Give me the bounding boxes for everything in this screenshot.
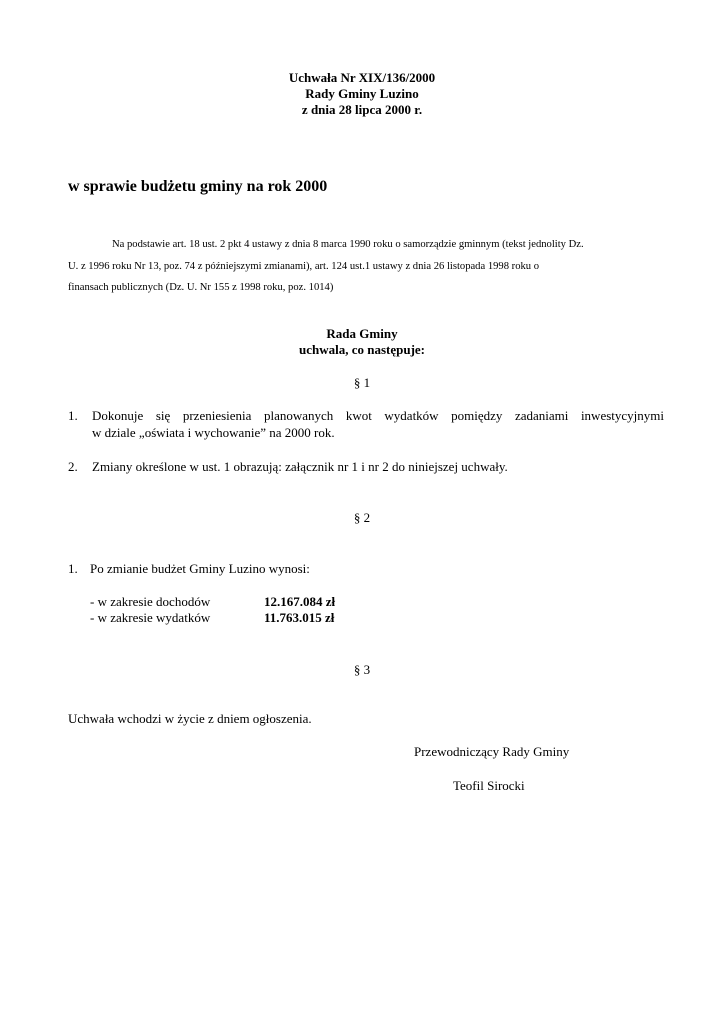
list-item xyxy=(68,560,668,578)
legal-basis-line: U. z 1996 roku Nr 13, poz. 74 z późniejszymi zmianami), art. 124 ust.1 ustawy z dnia 26 listopada 1998 roku o xyxy=(68,260,540,272)
entry-into-force: Uchwała wchodzi w życie z dniem ogłoszenia. xyxy=(68,711,312,726)
resolution-subject: w sprawie budżetu gminy na rok 2000 xyxy=(68,178,328,195)
council-resolves: uchwala, co następuje: xyxy=(298,342,426,357)
section-2-symbol: § 2 xyxy=(353,510,371,525)
council-name: Rady Gminy Luzino xyxy=(305,86,419,101)
signature-title: Przewodniczący Rady Gminy xyxy=(414,744,570,759)
list-item-text: Dokonuje się przeniesienia planowanych kwot wydatków pomiędzy zadaniami inwestycyjnymi w dziale „oświata i wychowanie” na 2000 rok. xyxy=(92,408,664,440)
section-1-symbol: § 1 xyxy=(353,375,371,390)
expenses-value: 11.763.015 zł xyxy=(264,610,335,625)
legal-basis-line: finansach publicznych (Dz. U. Nr 155 z 1998 roku, poz. 1014) xyxy=(68,282,334,293)
legal-basis xyxy=(68,234,656,299)
section-3-symbol: § 3 xyxy=(353,662,371,677)
legal-basis-line: Na podstawie art. 18 ust. 2 pkt 4 ustawy z dnia 8 marca 1990 roku o samorządzie gminnym (tekst jednolity Dz. xyxy=(112,239,584,250)
list-item-text: Zmiany określone w ust. 1 obrazują: załącznik nr 1 i nr 2 do niniejszej uchwały. xyxy=(92,459,508,474)
resolution-number: Uchwała Nr XIX/136/2000 xyxy=(288,70,436,85)
list-item xyxy=(68,458,668,476)
signature-name: Teofil Sirocki xyxy=(453,778,525,793)
income-value: 12.167.084 zł xyxy=(264,594,336,609)
council-heading: Rada Gminy xyxy=(326,326,398,341)
list-item-text: Po zmianie budżet Gminy Luzino wynosi: xyxy=(90,561,310,576)
resolution-date: z dnia 28 lipca 2000 r. xyxy=(301,102,423,117)
list-item-number: 1. xyxy=(68,408,78,423)
income-label: - w zakresie dochodów xyxy=(90,594,211,609)
list-item xyxy=(68,407,668,443)
expenses-label: - w zakresie wydatków xyxy=(90,610,211,625)
list-item-number: 2. xyxy=(68,459,78,474)
list-item-number: 1. xyxy=(68,561,78,576)
